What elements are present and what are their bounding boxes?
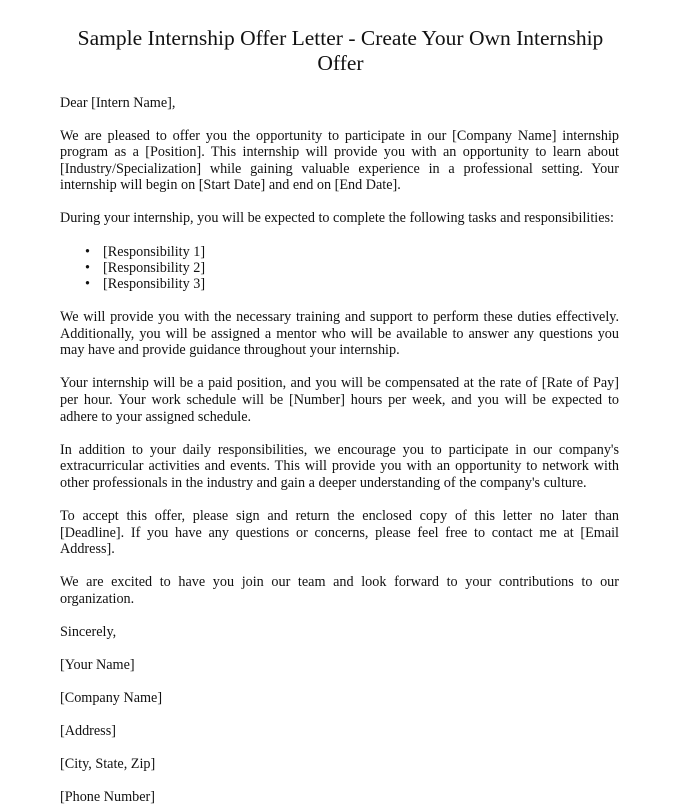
paragraph-compensation: Your internship will be a paid position, and you will be compensated at the rate of [Rate of Pay] per hour. Your work schedule will be [Number] hours per week, and you will be expected to adhere to your assigned schedule. xyxy=(60,375,619,425)
signature-city-state-zip: [City, State, Zip] xyxy=(60,755,156,772)
list-item xyxy=(60,260,619,276)
salutation: Dear [Intern Name], xyxy=(60,95,176,111)
paragraph-responsibilities-lead: During your internship, you will be expected to complete the following tasks and responsibilities: xyxy=(60,210,614,227)
responsibilities-list xyxy=(60,244,619,293)
list-item xyxy=(60,244,619,260)
signature-phone: [Phone Number] xyxy=(60,788,155,805)
signature-address: [Address] xyxy=(60,722,116,739)
responsibility-text: [Responsibility 2] xyxy=(103,259,206,276)
closing: Sincerely, xyxy=(60,623,117,640)
paragraph-acceptance: To accept this offer, please sign and return the enclosed copy of this letter no later than [Deadline]. If you have any questions or concerns, please feel free to contact me at [Email Address]. xyxy=(60,508,619,558)
bullet-icon: • xyxy=(85,243,90,260)
bullet-icon: • xyxy=(85,259,90,276)
signature-name: [Your Name] xyxy=(60,656,135,673)
paragraph-activities: In addition to your daily responsibilities, we encourage you to participate in our company's extracurricular activities and events. This will provide you with an opportunity to network with other professionals in the industry and gain a deeper understanding of the company's culture. xyxy=(60,441,619,491)
document-title: Sample Internship Offer Letter - Create Your Own Internship Offer xyxy=(77,26,604,75)
list-item xyxy=(60,276,619,292)
responsibility-text: [Responsibility 1] xyxy=(103,243,206,260)
paragraph-closing-remark: We are excited to have you join our team and look forward to your contributions to our organization. xyxy=(60,574,619,607)
bullet-icon: • xyxy=(85,275,90,292)
signature-company: [Company Name] xyxy=(60,689,163,706)
paragraph-intro: We are pleased to offer you the opportunity to participate in our [Company Name] internship program as a [Position]. This internship will provide you with an opportunity to learn about [Industry/Specialization] while gaining valuable experience in a professional setting. Your internship will begin on [Start Date] and end on [End Date]. xyxy=(60,127,619,194)
paragraph-training: We will provide you with the necessary training and support to perform these duties effectively. Additionally, you will be assigned a mentor who will be available to answer any questions you may have and provide guidance throughout your internship. xyxy=(60,309,619,359)
responsibility-text: [Responsibility 3] xyxy=(103,275,206,292)
